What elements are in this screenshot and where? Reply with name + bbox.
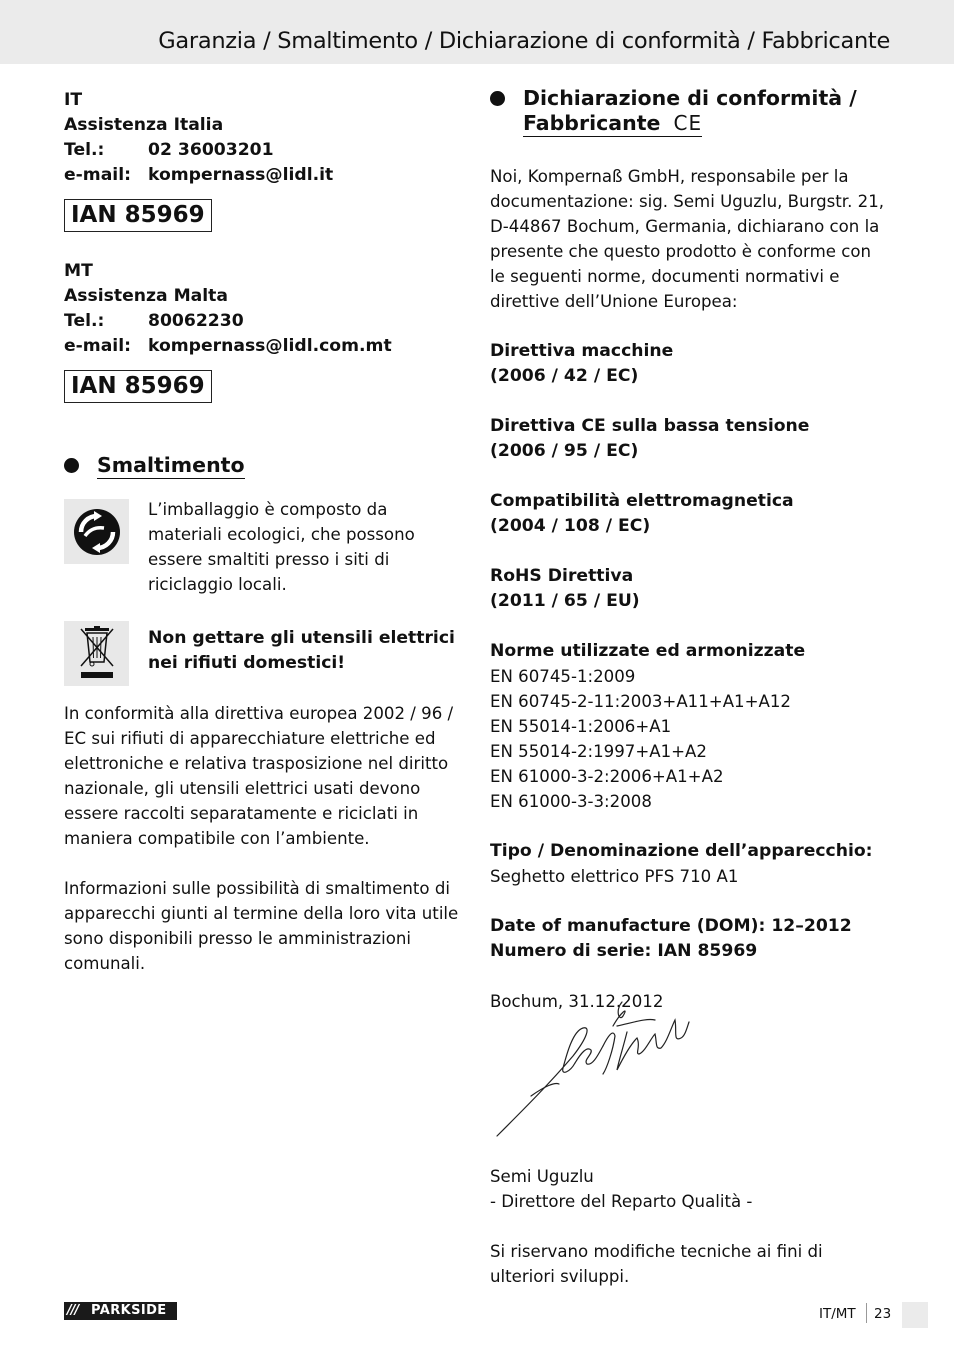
footer-language: IT/MT: [819, 1306, 856, 1322]
ian-wrap: [64, 370, 464, 403]
standard-item: EN 55014-2:1997+A1+A2: [490, 742, 707, 761]
logo-brand: PARKSIDE: [91, 1303, 167, 1318]
standard-item: EN 61000-3-3:2008: [490, 792, 652, 811]
directive-name: Direttiva macchine: [490, 341, 674, 361]
serial-line: Numero di serie: IAN 85969: [490, 941, 758, 961]
weee-paragraph: In conformità alla direttiva europea 2002 / 96 / EC sui rifiuti di apparecchiature elettriche ed elettroniche e relativa trasposizione nel diritto nazionale, gli utensili elettrici usati devono essere raccolti separatamente e riciclati in maniera compatibile con l’ambiente.: [64, 704, 454, 848]
contact-name: Assistenza Italia: [64, 115, 224, 135]
tel-value: 80062230: [148, 311, 244, 331]
standards-list: [490, 664, 890, 814]
left-column: [64, 88, 464, 976]
signer-role: - Direttore del Reparto Qualità -: [490, 1192, 753, 1211]
declaration-heading-line2-wrap: [523, 111, 702, 137]
disposal-heading-text: Smaltimento: [97, 453, 245, 477]
directive-name: Direttiva CE sulla bassa tensione: [490, 416, 810, 436]
crossed-bin-icon: [64, 621, 129, 686]
weee-row: [64, 621, 464, 686]
place-date: Bochum, 31.12.2012: [490, 992, 664, 1011]
tel-value: 02 36003201: [148, 140, 274, 160]
directive-name: RoHS Direttiva: [490, 566, 634, 586]
email-value: kompernass@lidl.com.mt: [148, 336, 392, 356]
footer-separator: [866, 1303, 867, 1323]
type-value: Seghetto elettrico PFS 710 A1: [490, 867, 739, 886]
disposal-heading: [64, 453, 464, 479]
disposal-info-paragraph: Informazioni sulle possibilità di smaltimento di apparecchi giunti al termine della loro vita utile sono disponibili presso le amministrazioni comunali.: [64, 879, 459, 973]
ian-box: IAN 85969: [64, 370, 212, 403]
footer-tab-block: [902, 1302, 928, 1328]
green-dot-recycling-icon: [64, 499, 129, 564]
standard-item: EN 60745-1:2009: [490, 667, 636, 686]
declaration-heading-lines: [523, 86, 857, 137]
page-header: [0, 0, 954, 64]
declaration-heading: [490, 86, 890, 137]
standard-item: EN 55014-1:2006+A1: [490, 717, 672, 736]
parkside-logo: [64, 1302, 177, 1320]
tel-label: Tel.:: [64, 311, 105, 331]
contact-email-row: [64, 334, 464, 359]
ce-mark-icon: CE: [673, 111, 703, 135]
declaration-heading-line1: Dichiarazione di conformità /: [523, 86, 857, 110]
contact-name: Assistenza Malta: [64, 286, 228, 306]
directive-code: (2011 / 65 / EU): [490, 591, 640, 611]
directive-block: [490, 339, 890, 389]
type-label: Tipo / Denominazione dell’apparecchio:: [490, 841, 873, 861]
contact-email-row: [64, 163, 464, 188]
contact-tel-row: [64, 309, 464, 334]
email-label: e-mail:: [64, 336, 131, 356]
directive-code: (2004 / 108 / EC): [490, 516, 651, 536]
contact-country: MT: [64, 261, 93, 281]
standards-heading: Norme utilizzate ed armonizzate: [490, 641, 806, 661]
directive-code: (2006 / 42 / EC): [490, 366, 639, 386]
directive-block: [490, 489, 890, 539]
signer-name: Semi Uguzlu: [490, 1167, 594, 1186]
directive-block: [490, 564, 890, 614]
tel-label: Tel.:: [64, 140, 105, 160]
page-number: 23: [874, 1306, 892, 1322]
contact-block-mt: [64, 259, 464, 359]
contact-block-it: [64, 88, 464, 188]
email-value: kompernass@lidl.it: [148, 165, 334, 185]
ian-box: IAN 85969: [64, 199, 212, 232]
directive-code: (2006 / 95 / EC): [490, 441, 639, 461]
standard-item: EN 61000-3-2:2006+A1+A2: [490, 767, 724, 786]
directive-name: Compatibilità elettromagnetica: [490, 491, 794, 511]
disclaimer: Si riservano modifiche tecniche ai fini di ulteriori sviluppi.: [490, 1242, 823, 1286]
weee-warning: Non gettare gli utensili elettrici nei rifiuti domestici!: [148, 628, 455, 673]
bullet-icon: [64, 458, 79, 473]
standard-item: EN 60745-2-11:2003+A11+A1+A12: [490, 692, 791, 711]
dom-line: Date of manufacture (DOM): 12–2012: [490, 916, 852, 936]
packaging-text: L’imballaggio è composto da materiali ecologici, che possono essere smaltiti presso i siti di riciclaggio locali.: [148, 500, 415, 594]
declaration-heading-line2: Fabbricante: [523, 111, 661, 135]
email-label: e-mail:: [64, 165, 131, 185]
logo-slashes: ///: [67, 1303, 79, 1318]
ian-wrap: [64, 199, 464, 232]
directive-block: [490, 414, 890, 464]
contact-tel-row: [64, 138, 464, 163]
signature-image: [495, 998, 695, 1138]
contact-country: IT: [64, 90, 83, 110]
bullet-icon: [490, 91, 505, 106]
packaging-row: [64, 499, 464, 597]
page-title: Garanzia / Smaltimento / Dichiarazione di conformità / Fabbricante: [158, 28, 890, 54]
declaration-intro: Noi, Kompernaß GmbH, responsabile per la documentazione: sig. Semi Uguzlu, Burgstr. 21, D-44867 Bochum, Germania, dichiarano con la presente che questo prodotto è conforme con le seguenti norme, documenti normativi e direttive dell’Unione Europea:: [490, 167, 885, 311]
